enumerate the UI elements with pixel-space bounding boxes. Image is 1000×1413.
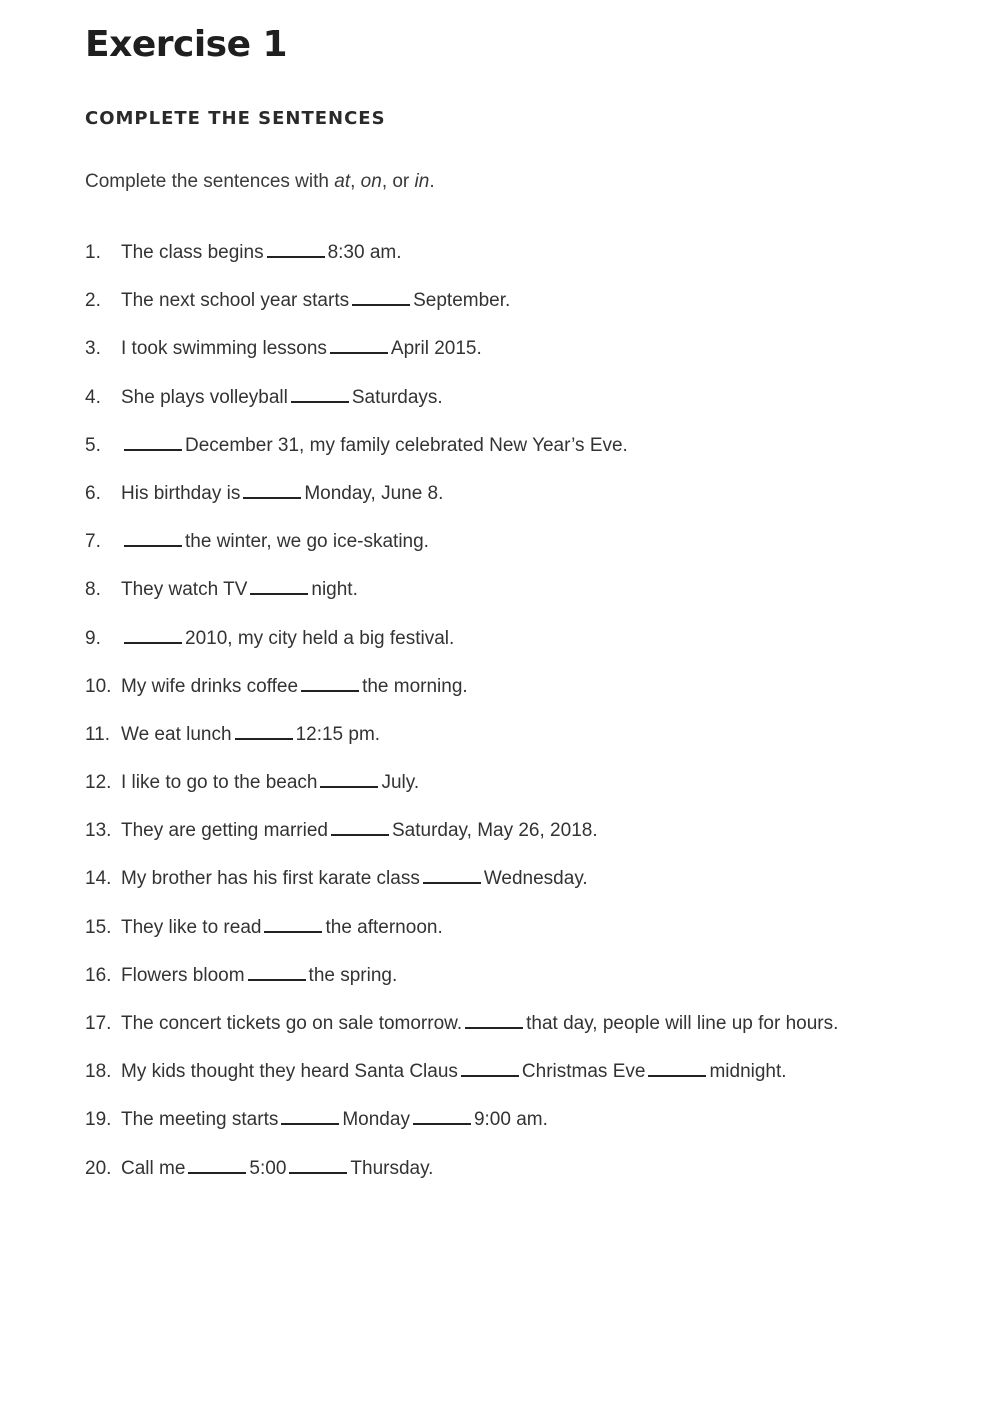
sentence-item <box>85 479 965 527</box>
sentence-fragment: We eat lunch <box>121 723 232 745</box>
sentence-fragment: the winter, we go ice-skating. <box>185 531 429 553</box>
sentence-text <box>121 961 397 991</box>
sentence-fragment: Flowers bloom <box>121 964 245 986</box>
sentence-text <box>121 672 468 702</box>
sentence-fragment: The next school year starts <box>121 290 350 312</box>
sentence-fragment: My kids thought they heard Santa Claus <box>121 1061 458 1083</box>
answer-blank <box>124 431 182 451</box>
item-number: 8. <box>85 579 101 601</box>
answer-blank <box>281 1105 339 1125</box>
sentence-fragment: September. <box>413 290 511 312</box>
item-number: 1. <box>85 242 101 263</box>
sentence-item <box>85 238 965 286</box>
sentence-fragment: The concert tickets go on sale tomorrow. <box>121 1013 463 1034</box>
section-heading: COMPLETE THE SENTENCES <box>85 108 386 129</box>
sentence-item <box>85 816 965 864</box>
sentence-fragment: Christmas Eve <box>521 1061 646 1083</box>
answer-blank <box>124 527 182 547</box>
answer-blank <box>330 334 388 354</box>
sentence-fragment: midnight. <box>709 1061 787 1083</box>
item-number: 19. <box>85 1109 112 1131</box>
answer-blank <box>289 1154 347 1174</box>
sentence-text <box>121 527 429 557</box>
sentence-fragment: The class begins <box>121 242 264 263</box>
option-at: at <box>334 171 351 192</box>
sentence-item <box>85 334 965 382</box>
item-number: 5. <box>85 434 101 456</box>
answer-blank <box>301 672 359 692</box>
answer-blank <box>124 624 182 644</box>
instructions-separator: , or <box>381 171 415 192</box>
item-number: 15. <box>85 916 112 938</box>
item-number: 6. <box>85 482 101 504</box>
item-number: 13. <box>85 820 112 842</box>
sentence-fragment: Wednesday. <box>483 868 588 890</box>
answer-blank <box>243 479 301 499</box>
answer-blank <box>188 1154 246 1174</box>
sentence-item <box>85 1009 965 1057</box>
sentence-fragment: December 31, my family celebrated New Year’s Eve. <box>185 434 628 456</box>
instructions-separator: , <box>350 171 361 192</box>
answer-blank <box>291 383 349 403</box>
sentence-text <box>121 431 628 461</box>
sentence-fragment: My brother has his first karate class <box>121 868 420 890</box>
sentence-text <box>121 864 588 894</box>
instructions-prefix: Complete the sentences with <box>85 171 335 192</box>
sentence-item <box>85 527 965 575</box>
sentence-item <box>85 624 965 672</box>
sentence-item <box>85 1105 965 1153</box>
instructions-suffix: . <box>429 171 435 192</box>
sentence-fragment: They like to read <box>121 916 262 938</box>
sentence-fragment: My wife drinks coffee <box>121 675 299 697</box>
item-number: 20. <box>85 1157 112 1179</box>
sentence-fragment: that day, people will line up for hours. <box>526 1013 839 1034</box>
sentence-fragment: the morning. <box>362 675 468 697</box>
sentence-fragment: Monday <box>342 1109 410 1131</box>
answer-blank <box>648 1057 706 1077</box>
sentence-fragment: They watch TV <box>121 579 248 601</box>
item-number: 10. <box>85 675 112 697</box>
item-number: 3. <box>85 338 101 360</box>
sentence-fragment: Monday, June 8. <box>304 482 444 504</box>
sentence-item <box>85 286 965 334</box>
sentence-text <box>121 238 402 268</box>
sentence-item <box>85 720 965 768</box>
sentence-fragment: the afternoon. <box>325 916 443 938</box>
sentence-fragment: July. <box>381 772 420 794</box>
sentence-text <box>121 768 419 798</box>
sentence-fragment: 8:30 am. <box>327 242 402 263</box>
sentence-fragment: 5:00 <box>249 1157 287 1179</box>
sentence-item <box>85 383 965 431</box>
item-number: 2. <box>85 290 101 312</box>
item-number: 9. <box>85 627 101 649</box>
sentence-text <box>121 575 358 605</box>
answer-blank <box>413 1105 471 1125</box>
sentence-fragment: Saturdays. <box>351 386 443 408</box>
sentence-fragment: night. <box>311 579 358 601</box>
sentence-fragment: The meeting starts <box>121 1109 279 1131</box>
sentence-text <box>121 334 482 364</box>
sentence-text <box>121 383 443 413</box>
sentence-fragment: 12:15 pm. <box>295 723 381 745</box>
sentence-fragment: I took swimming lessons <box>121 338 327 360</box>
sentence-list <box>85 238 965 1202</box>
item-number: 12. <box>85 772 112 794</box>
answer-blank <box>352 286 410 306</box>
sentence-fragment: 9:00 am. <box>473 1109 548 1131</box>
sentence-text <box>121 624 454 654</box>
sentence-fragment: the spring. <box>308 964 398 986</box>
option-on: on <box>360 171 382 192</box>
page-title: Exercise 1 <box>85 24 288 65</box>
item-number: 7. <box>85 531 101 553</box>
sentence-fragment: 2010, my city held a big festival. <box>185 627 455 649</box>
sentence-text <box>121 1009 838 1039</box>
answer-blank <box>267 238 325 258</box>
answer-blank <box>320 768 378 788</box>
sentence-item <box>85 672 965 720</box>
answer-blank <box>465 1009 523 1029</box>
item-number: 16. <box>85 964 112 986</box>
answer-blank <box>264 913 322 933</box>
answer-blank <box>331 816 389 836</box>
option-in: in <box>414 171 430 192</box>
sentence-item <box>85 1154 965 1202</box>
item-number: 17. <box>85 1013 112 1034</box>
answer-blank <box>248 961 306 981</box>
sentence-text <box>121 720 380 750</box>
answer-blank <box>461 1057 519 1077</box>
sentence-item <box>85 768 965 816</box>
sentence-text <box>121 479 443 509</box>
sentence-text <box>121 816 598 846</box>
sentence-item <box>85 1057 965 1105</box>
sentence-text <box>121 286 510 316</box>
sentence-item <box>85 961 965 1009</box>
answer-blank <box>423 864 481 884</box>
item-number: 4. <box>85 386 101 408</box>
sentence-fragment: Saturday, May 26, 2018. <box>392 820 598 842</box>
answer-blank <box>235 720 293 740</box>
sentence-item <box>85 431 965 479</box>
sentence-fragment: April 2015. <box>390 338 482 360</box>
item-number: 11. <box>85 723 111 745</box>
item-number: 18. <box>85 1061 112 1083</box>
sentence-fragment: I like to go to the beach <box>121 772 318 794</box>
sentence-item <box>85 575 965 623</box>
answer-blank <box>250 575 308 595</box>
item-number: 14. <box>85 868 112 890</box>
sentence-text <box>121 1154 433 1184</box>
sentence-text <box>121 1105 548 1135</box>
sentence-fragment: Call me <box>121 1157 186 1179</box>
sentence-fragment: His birthday is <box>121 482 241 504</box>
sentence-fragment: They are getting married <box>121 820 328 842</box>
sentence-text <box>121 1057 787 1087</box>
instructions <box>85 171 435 193</box>
sentence-fragment: Thursday. <box>350 1157 434 1179</box>
sentence-item <box>85 864 965 912</box>
sentence-fragment: She plays volleyball <box>121 386 288 408</box>
sentence-item <box>85 913 965 961</box>
sentence-text <box>121 913 443 943</box>
